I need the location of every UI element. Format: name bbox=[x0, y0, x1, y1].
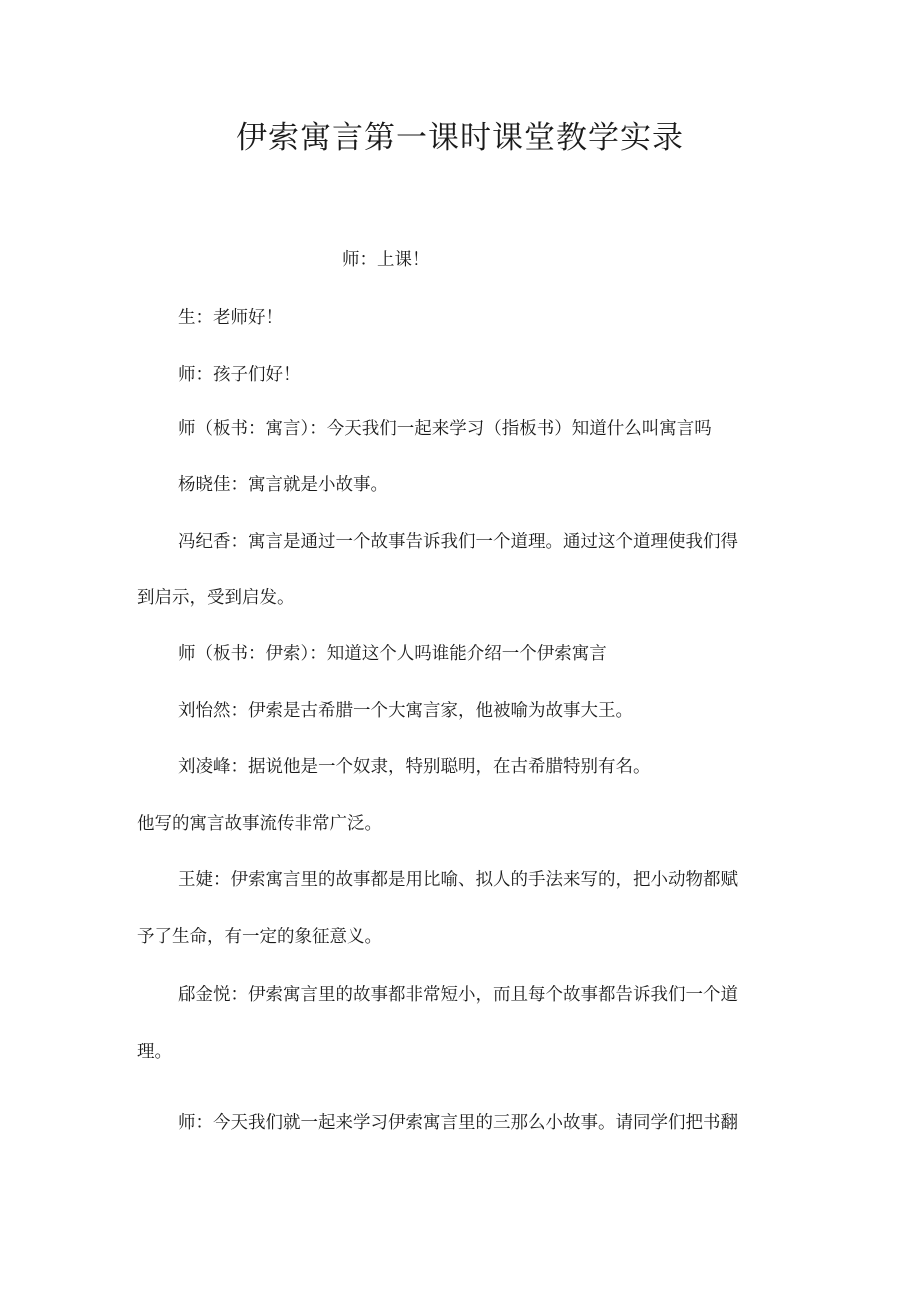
dialogue-line-11-cont: 理。 bbox=[137, 1042, 172, 1062]
document-title: 伊索寓言第一课时课堂教学实录 bbox=[236, 120, 684, 156]
dialogue-line-6: 冯纪香：寓言是通过一个故事告诉我们一个道理。通过这个道理使我们得 bbox=[178, 532, 738, 552]
dialogue-line-10: 王婕：伊索寓言里的故事都是用比喻、拟人的手法来写的，把小动物都赋 bbox=[178, 870, 738, 890]
dialogue-line-3: 师：孩子们好！ bbox=[178, 365, 301, 385]
dialogue-line-6-cont: 到启示，受到启发。 bbox=[137, 588, 295, 608]
dialogue-line-4: 师（板书：寓言）：今天我们一起来学习（指板书）知道什么叫寓言吗 bbox=[178, 419, 712, 439]
dialogue-line-10-cont: 予了生命，有一定的象征意义。 bbox=[137, 927, 382, 947]
dialogue-line-2: 生：老师好！ bbox=[178, 308, 283, 328]
dialogue-line-5: 杨晓佳：寓言就是小故事。 bbox=[178, 475, 388, 495]
dialogue-line-11: 郈金悦：伊索寓言里的故事都非常短小，而且每个故事都告诉我们一个道 bbox=[178, 985, 738, 1005]
dialogue-line-8: 刘怡然：伊索是古希腊一个大寓言家，他被喻为故事大王。 bbox=[178, 701, 633, 721]
dialogue-line-12: 师：今天我们就一起来学习伊索寓言里的三那么小故事。请同学们把书翻 bbox=[178, 1113, 738, 1133]
dialogue-line-1: 师：上课！ bbox=[342, 250, 430, 270]
dialogue-line-9-cont: 他写的寓言故事流传非常广泛。 bbox=[137, 814, 382, 834]
dialogue-line-7: 师（板书：伊索）：知道这个人吗谁能介绍一个伊索寓言 bbox=[178, 644, 607, 664]
dialogue-line-9: 刘凌峰：据说他是一个奴隶，特别聪明，在古希腊特别有名。 bbox=[178, 757, 651, 777]
